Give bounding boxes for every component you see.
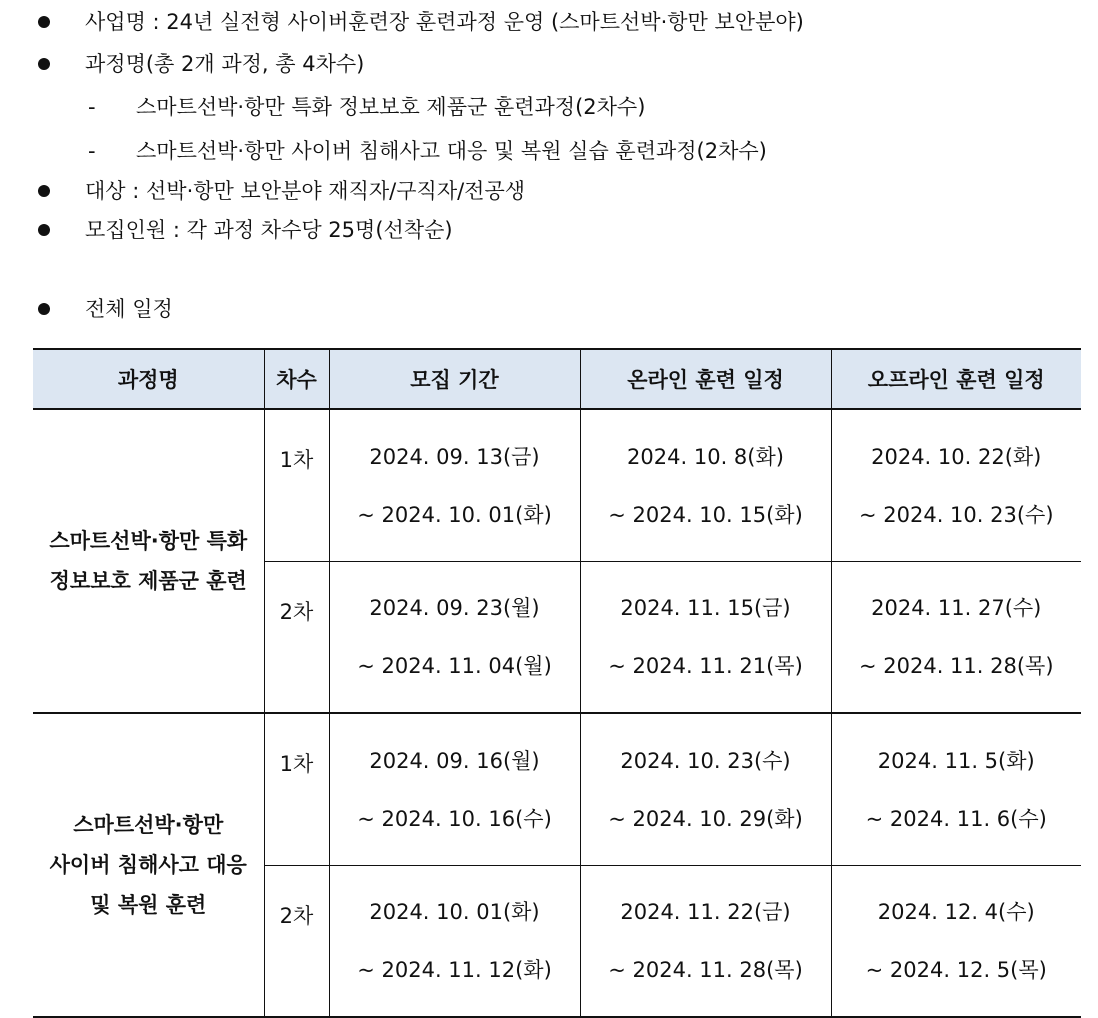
sub-item-course-1: [0, 92, 1098, 122]
date-end: ~ 2024. 11. 12(화): [357, 958, 552, 982]
sub-item-text: 스마트선박·항만 특화 정보보호 제품군 훈련과정(2차수): [136, 95, 646, 119]
online-schedule-cell: [580, 866, 831, 1018]
recruit-period-cell: [329, 562, 580, 714]
date-end: ~ 2024. 11. 28(목): [858, 654, 1054, 678]
date-start: 2024. 09. 13(금): [369, 444, 540, 469]
sub-item-course-2: [0, 136, 1098, 166]
offline-schedule-cell: [831, 713, 1081, 866]
bullet-text: 모집인원 : 각 과정 차수당 25명(선착순): [85, 218, 453, 242]
date-start: 2024. 11. 15(금): [620, 596, 791, 620]
offline-schedule-cell: [831, 409, 1081, 562]
round-cell: 2차: [264, 866, 329, 1018]
online-schedule-cell: [580, 409, 831, 562]
course-name-line: 및 복원 훈련: [90, 893, 207, 917]
offline-schedule-cell: [831, 866, 1081, 1018]
bullet-text: 전체 일정: [85, 297, 173, 321]
round-cell: 2차: [264, 562, 329, 714]
date-start: 2024. 10. 22(화): [871, 444, 1042, 469]
bullet-dot-icon: [38, 185, 50, 197]
date-start: 2024. 12. 4(수): [877, 900, 1035, 924]
bullet-project-name: [0, 7, 1098, 37]
date-end: ~ 2024. 12. 5(목): [865, 958, 1047, 982]
bullet-text: 과정명(총 2개 과정, 총 4차수): [85, 52, 365, 76]
bullet-dot-icon: [38, 58, 50, 70]
date-start: 2024. 09. 23(월): [369, 596, 540, 620]
date-start: 2024. 11. 5(화): [877, 748, 1035, 773]
date-end: ~ 2024. 11. 04(월): [357, 654, 552, 678]
date-end: ~ 2024. 11. 21(목): [608, 654, 803, 678]
bullet-dot-icon: [38, 224, 50, 236]
date-start: 2024. 10. 8(화): [627, 444, 784, 469]
header-round: 차수: [264, 349, 329, 409]
date-end: ~ 2024. 11. 28(목): [608, 958, 803, 982]
bullet-course-list: [0, 49, 1098, 79]
round-cell: 1차: [264, 713, 329, 866]
date-start: 2024. 10. 01(화): [369, 900, 540, 924]
table-row: [33, 409, 1081, 562]
sub-item-text: 스마트선박·항만 사이버 침해사고 대응 및 복원 실습 훈련과정(2차수): [136, 139, 767, 163]
date-start: 2024. 09. 16(월): [369, 748, 540, 773]
online-schedule-cell: [580, 713, 831, 866]
bullet-dot-icon: [38, 16, 50, 28]
course-name-cell: [33, 409, 264, 713]
round-cell: 1차: [264, 409, 329, 562]
offline-schedule-cell: [831, 562, 1081, 714]
recruit-period-cell: [329, 409, 580, 562]
date-end: ~ 2024. 10. 29(화): [608, 806, 803, 831]
recruit-period-cell: [329, 866, 580, 1018]
sub-item-dash: -: [88, 95, 96, 119]
date-end: ~ 2024. 10. 23(수): [858, 502, 1054, 527]
header-course-name: 과정명: [33, 349, 264, 409]
date-start: 2024. 11. 27(수): [871, 596, 1042, 620]
online-schedule-cell: [580, 562, 831, 714]
sub-item-dash: -: [88, 139, 96, 163]
header-offline-schedule: 오프라인 훈련 일정: [831, 349, 1081, 409]
header-recruit-period: 모집 기간: [329, 349, 580, 409]
bullet-text: 대상 : 선박·항만 보안분야 재직자/구직자/전공생: [85, 179, 526, 203]
date-end: ~ 2024. 10. 16(수): [357, 806, 552, 831]
bullet-text: 사업명 : 24년 실전형 사이버훈련장 훈련과정 운영 (스마트선박·항만 보안분야): [85, 10, 804, 34]
date-end: ~ 2024. 11. 6(수): [865, 806, 1047, 831]
course-name-line: 사이버 침해사고 대응: [49, 853, 247, 877]
date-start: 2024. 10. 23(수): [620, 748, 791, 773]
bullet-target: [0, 176, 1098, 206]
table-row: [33, 713, 1081, 866]
header-online-schedule: 온라인 훈련 일정: [580, 349, 831, 409]
bullet-schedule-heading: [0, 294, 1098, 324]
date-end: ~ 2024. 10. 15(화): [608, 502, 803, 527]
bullet-capacity: [0, 215, 1098, 245]
course-name-line: 정보보호 제품군 훈련: [49, 569, 247, 593]
course-name-cell: [33, 713, 264, 1017]
table-header-row: [33, 349, 1081, 409]
course-name-line: 스마트선박·항만 특화: [49, 529, 248, 553]
bullet-dot-icon: [38, 303, 50, 315]
course-name-line: 스마트선박·항만: [73, 813, 224, 837]
date-start: 2024. 11. 22(금): [620, 900, 791, 924]
schedule-table: [33, 348, 1081, 1018]
recruit-period-cell: [329, 713, 580, 866]
date-end: ~ 2024. 10. 01(화): [357, 502, 552, 527]
